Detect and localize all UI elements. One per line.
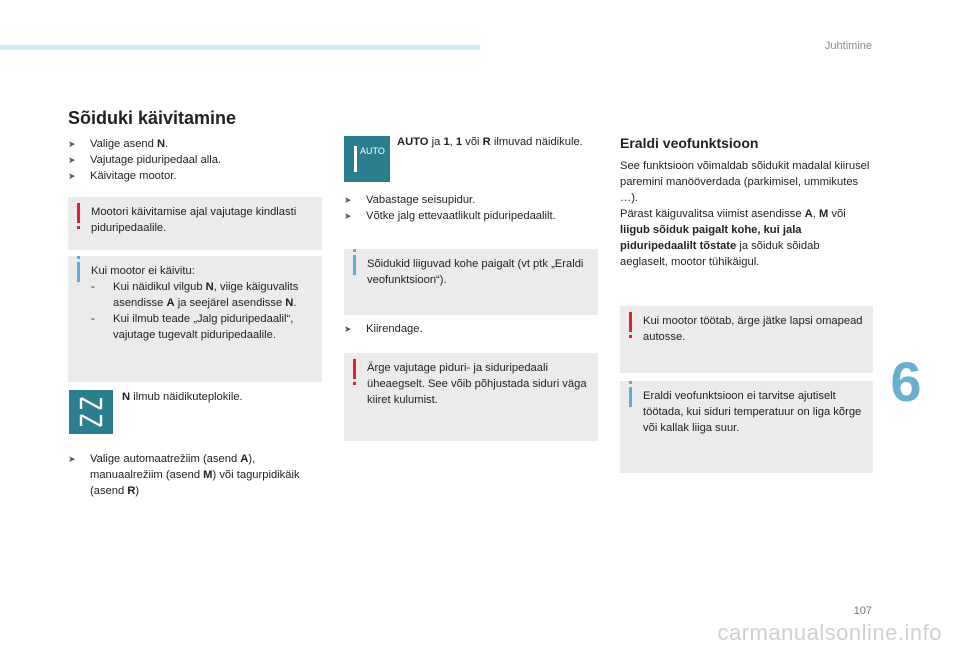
step-item: ➤ Võtke jalg ettevaatlikult piduripedaalilt. bbox=[344, 210, 556, 222]
accelerate-steps-list bbox=[344, 321, 598, 337]
arrow-bullet-icon: ➤ bbox=[344, 211, 352, 221]
section-paragraph: See funktsioon võimaldab sõidukit madalal kiirusel paremini manööverdada (parkimisel, ummikutes …). bbox=[620, 160, 870, 204]
header-accent-bar bbox=[0, 45, 480, 50]
warning-box bbox=[68, 197, 322, 250]
info-text: Eraldi veofunktsioon ei tarvitse ajutiselt töötada, kui siduri temperatuur on liga kõrge või kallak liiga suur. bbox=[643, 390, 862, 434]
warning-text: Mootori käivitamise ajal vajutage kindlasti piduripedaalile. bbox=[91, 206, 297, 234]
watermark: carmanualsonline.info bbox=[717, 620, 942, 645]
arrow-bullet-icon: ➤ bbox=[68, 139, 76, 149]
warning-text: Kui mootor töötab, ärge jätke lapsi omapead autosse. bbox=[643, 315, 863, 343]
info-icon bbox=[77, 262, 80, 282]
page-title: Sõiduki käivitamine bbox=[68, 108, 237, 128]
step-item: ➤ Käivitage mootor. bbox=[68, 170, 177, 182]
warning-box bbox=[344, 353, 598, 441]
info-icon bbox=[629, 387, 632, 407]
arrow-bullet-icon: ➤ bbox=[68, 454, 76, 464]
step-item: ➤ Valige automaatrežiim (asend A), manuaalrežiim (asend M) või tagurpidikäik (asend R) bbox=[68, 453, 300, 497]
mode-steps-list bbox=[68, 451, 322, 499]
info-sublist-item: - Kui näidikul vilgub N, viige käiguvalits asendisse A ja seejärel asendisse N. bbox=[91, 281, 299, 309]
auto-mode-bar bbox=[354, 146, 357, 172]
auto-mode-icon bbox=[344, 136, 390, 182]
chapter-label: Juhtimine bbox=[824, 40, 872, 52]
auto-indicator-text: AUTO ja 1, 1 või R ilmuvad näidikule. bbox=[397, 136, 583, 148]
arrow-bullet-icon: ➤ bbox=[68, 155, 76, 165]
warning-text: Ärge vajutage piduri- ja siduripedaali üheaegselt. See võib põhjustada siduri väga kiiret kulumist. bbox=[367, 362, 587, 406]
info-sublist bbox=[91, 279, 314, 343]
arrow-bullet-icon: ➤ bbox=[68, 171, 76, 181]
warning-box bbox=[620, 306, 873, 373]
step-item: ➤ Vabastage seisupidur. bbox=[344, 194, 476, 206]
step-item: ➤ Vajutage piduripedaal alla. bbox=[68, 154, 222, 166]
arrow-bullet-icon: ➤ bbox=[344, 324, 352, 334]
n-indicator-text: N ilmub näidikuteplokile. bbox=[122, 391, 243, 403]
chapter-number: 6 bbox=[876, 352, 936, 414]
release-steps-list bbox=[344, 192, 598, 224]
auto-mode-label: AUTO bbox=[360, 146, 385, 156]
start-steps-list bbox=[68, 136, 318, 184]
info-box bbox=[68, 256, 322, 382]
info-icon bbox=[353, 255, 356, 275]
warning-icon bbox=[77, 203, 80, 223]
warning-icon bbox=[353, 359, 356, 379]
info-box bbox=[344, 249, 598, 315]
info-content bbox=[91, 263, 314, 343]
section-paragraph: Pärast käiguvalitsa viimist asendisse A, M või liigub sõiduk paigalt kohe, kui jala piduripedaalilt tõstate ja sõiduk sõidab aeglaselt, mootor tühikäigul. bbox=[620, 208, 846, 268]
step-item: ➤ Valige asend N. bbox=[68, 138, 169, 150]
info-sublist-item: - Kui ilmub teade „Jalg piduripedaalil“, vajutage tugevalt piduripedaalile. bbox=[91, 313, 294, 341]
section-title: Eraldi veofunktsioon bbox=[620, 135, 759, 151]
info-text: Sõidukid liiguvad kohe paigalt (vt ptk „Eraldi veofunktsioon“). bbox=[367, 258, 584, 286]
page-number: 107 bbox=[853, 605, 872, 617]
neutral-n-icon bbox=[69, 390, 113, 434]
warning-icon bbox=[629, 312, 632, 332]
arrow-bullet-icon: ➤ bbox=[344, 195, 352, 205]
step-item: ➤ Kiirendage. bbox=[344, 323, 423, 335]
info-box bbox=[620, 381, 873, 473]
info-lead: Kui mootor ei käivitu: bbox=[91, 265, 195, 277]
